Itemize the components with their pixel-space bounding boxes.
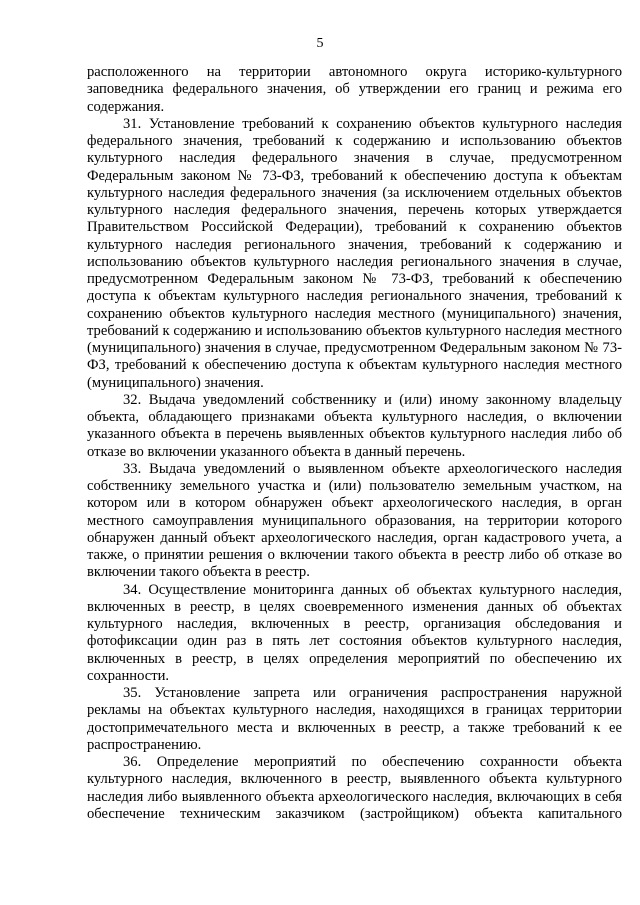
paragraph-item-36: 36. Определение мероприятий по обеспечению сохранности объекта культурного наследия, включенного в реестр, выявленного объекта культурного наследия либо выявленного объекта археологического наследия, включающих в себя обеспечение техническим заказчиком (застройщиком) объекта капитального [87,754,622,822]
page-number: 5 [316,36,324,51]
paragraph-item-33: 33. Выдача уведомлений о выявленном объекте археологического наследия собственнику земельного участка и (или) пользователю земельным участком, на котором или в котором обнаружен объект археологического наследия, в орган местного самоуправления муниципального образования, на территории которого обнаружен данный объект археологического наследия, орган кадастрового учета, а также, о принятии решения о включении такого объекта в реестр либо об отказе во включении такого объекта в реестр. [87,460,622,581]
paragraph-continuation: расположенного на территории автономного округа историко-культурного заповедника федерального значения, об утверждении его границ и режима его содержания. [87,64,622,115]
document-body [87,64,622,823]
paragraph-item-32: 32. Выдача уведомлений собственнику и (или) иному законному владельцу объекта, обладающего признаками объекта культурного наследия, о включении указанного объекта в перечень выявленных объектов культурного наследия либо об отказе во включении указанного объекта в данный перечень. [87,391,622,460]
paragraph-item-35: 35. Установление запрета или ограничения распространения наружной рекламы на объектах культурного наследия, находящихся в границах территории достопримечательного места и включенных в реестр, а также требований к ее распространению. [87,685,622,753]
paragraph-item-31: 31. Установление требований к сохранению объектов культурного наследия федерального значения, требований к содержанию и использованию объектов культурного наследия федерального значения в случае, предусмотренном Федеральным законом № 73-ФЗ, требований к обеспечению доступа к объектам культурного наследия федерального значения (за исключением отдельных объектов культурного наследия федерального значения, перечень которых утверждается Правительством Российской Федерации), требований к сохранению объектов культурного наследия регионального значения, требований к содержанию и использованию объектов культурного наследия регионального значения в случае, предусмотренном Федеральным законом № 73-ФЗ, требований к обеспечению доступа к объектам культурного наследия регионального значения, требований к сохранению объектов культурного наследия местного (муниципального) значения, требований к содержанию и использованию объектов культурного наследия местного (муниципального) значения в случае, предусмотренном Федеральным законом № 73-ФЗ, требований к обеспечению доступа к объектам культурного наследия местного (муниципального) значения. [87,115,622,391]
paragraph-item-34: 34. Осуществление мониторинга данных об объектах культурного наследия, включенных в реестр, в целях своевременного изменения данных об объектах культурного наследия, включенных в реестр, организация обследования и фотофиксации один раз в пять лет состояния объектов культурного наследия, включенных в реестр, в целях определения мероприятий по обеспечению их сохранности. [87,581,622,684]
